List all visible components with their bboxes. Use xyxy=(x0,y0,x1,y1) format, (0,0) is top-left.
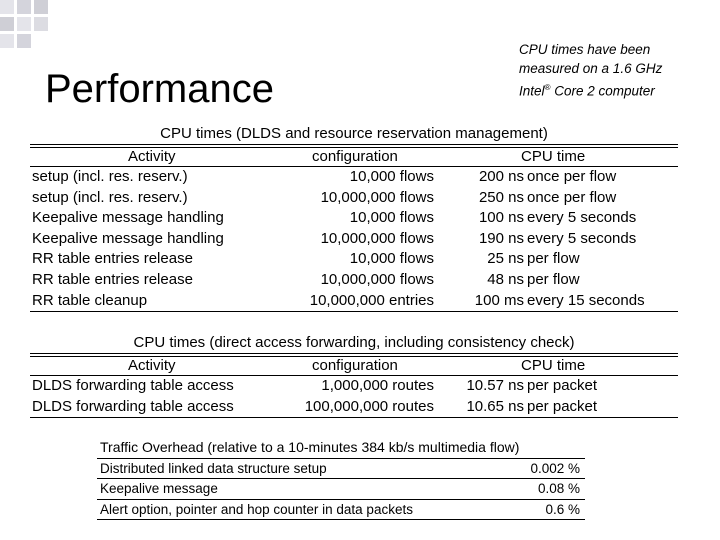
deco-square xyxy=(34,0,48,14)
table-row xyxy=(97,500,585,520)
cell-cpu-time: 10.65 ns xyxy=(466,397,524,415)
cell-frequency: every 5 seconds xyxy=(527,209,637,227)
cpu-times-dlds-table xyxy=(30,125,678,312)
deco-square xyxy=(17,17,31,31)
cell-cpu-time: 200 ns xyxy=(478,168,524,185)
table-row xyxy=(30,229,678,250)
deco-square xyxy=(0,0,14,14)
cell-activity: RR table cleanup xyxy=(32,291,148,309)
cell-configuration: 10,000,000 flows xyxy=(320,270,434,288)
deco-square xyxy=(0,34,14,48)
note-line: CPU times have been xyxy=(519,42,651,57)
caption-text: Traffic Overhead (relative to a 10-minutes 384 kb/s multimedia flow) xyxy=(100,439,520,455)
deco-square xyxy=(0,17,14,31)
note-text: Intel xyxy=(519,83,545,99)
header-activity: Activity xyxy=(128,357,176,374)
table-header xyxy=(30,357,678,375)
cell-value: 0.08 % xyxy=(537,481,580,496)
cell-value: 0.6 % xyxy=(545,501,580,517)
table-rule xyxy=(30,417,678,418)
cpu-times-forwarding-table xyxy=(30,334,678,418)
table-row xyxy=(97,479,585,499)
table-row xyxy=(30,376,678,397)
cell-cpu-time: 25 ns xyxy=(487,250,524,268)
header-configuration: configuration xyxy=(312,357,398,374)
cell-cpu-time: 190 ns xyxy=(478,229,524,247)
cell-configuration: 10,000,000 flows xyxy=(320,229,434,247)
cell-activity: Keepalive message handling xyxy=(32,229,224,247)
cell-activity: RR table entries release xyxy=(32,250,193,268)
deco-square xyxy=(17,34,31,48)
table-rule xyxy=(30,311,678,312)
cell-configuration: 1,000,000 routes xyxy=(321,377,434,394)
header-cpu-time: CPU time xyxy=(521,357,586,374)
cell-value: 0.002 % xyxy=(530,460,580,476)
cell-frequency: per flow xyxy=(527,250,580,268)
cell-configuration: 10,000 flows xyxy=(349,209,434,227)
table-body xyxy=(30,167,678,312)
deco-square xyxy=(17,0,31,14)
cell-configuration: 100,000,000 routes xyxy=(304,397,434,415)
cell-activity: setup (incl. res. reserv.) xyxy=(32,168,188,185)
table-caption: CPU times (DLDS and resource reservation management) xyxy=(160,125,548,142)
cell-cpu-time: 100 ms xyxy=(474,291,524,309)
measurement-note xyxy=(519,40,709,101)
table-row xyxy=(30,249,678,270)
deco-square xyxy=(34,17,48,31)
cell-cpu-time: 48 ns xyxy=(487,270,524,288)
cell-frequency: every 15 seconds xyxy=(527,291,645,309)
traffic-overhead-table xyxy=(97,438,585,520)
table-caption: CPU times (direct access forwarding, including consistency check) xyxy=(133,334,575,351)
table-row xyxy=(30,188,678,209)
table-row xyxy=(30,291,678,312)
cell-configuration: 10,000 flows xyxy=(349,250,434,268)
cell-frequency: per flow xyxy=(527,270,580,288)
table-body xyxy=(97,459,585,521)
header-activity: Activity xyxy=(128,148,176,165)
cell-frequency: per packet xyxy=(527,377,598,394)
cell-configuration: 10,000,000 entries xyxy=(309,291,434,309)
cell-cpu-time: 10.57 ns xyxy=(466,377,524,394)
table-body xyxy=(30,376,678,418)
table-row xyxy=(30,270,678,291)
header-cpu-time: CPU time xyxy=(521,148,586,165)
cell-cpu-time: 250 ns xyxy=(478,188,524,206)
note-line xyxy=(519,78,709,101)
cell-frequency: per packet xyxy=(527,397,598,415)
cell-frequency: every 5 seconds xyxy=(527,229,637,247)
table-row xyxy=(97,459,585,479)
cell-activity: DLDS forwarding table access xyxy=(32,377,234,394)
cell-frequency: once per flow xyxy=(527,188,617,206)
cell-activity: RR table entries release xyxy=(32,270,193,288)
registered-mark: ® xyxy=(544,83,551,92)
cell-activity: setup (incl. res. reserv.) xyxy=(32,188,188,206)
cell-frequency: once per flow xyxy=(527,168,617,185)
table-caption xyxy=(97,438,585,458)
cell-label: Keepalive message xyxy=(100,481,218,496)
header-configuration: configuration xyxy=(312,148,398,165)
cell-label: Distributed linked data structure setup xyxy=(100,460,327,476)
table-rule xyxy=(97,519,585,520)
table-row xyxy=(30,397,678,418)
cell-configuration: 10,000 flows xyxy=(349,168,434,185)
table-row xyxy=(30,208,678,229)
page-title: Performance xyxy=(45,67,274,111)
table-row xyxy=(30,167,678,188)
cell-activity: DLDS forwarding table access xyxy=(32,397,234,415)
cell-configuration: 10,000,000 flows xyxy=(320,188,434,206)
note-line: measured on a 1.6 GHz xyxy=(519,61,663,76)
table-header xyxy=(30,148,678,166)
note-text: Core 2 computer xyxy=(550,83,655,99)
cell-label: Alert option, pointer and hop counter in data packets xyxy=(100,501,413,517)
cell-activity: Keepalive message handling xyxy=(32,209,224,227)
cell-cpu-time: 100 ns xyxy=(478,209,524,227)
